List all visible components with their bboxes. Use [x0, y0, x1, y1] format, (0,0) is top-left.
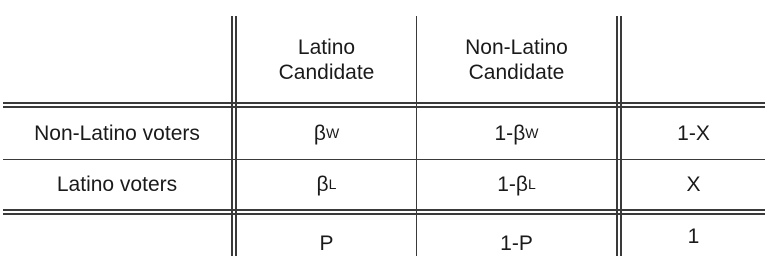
header-non-latino-line-2: Candidate: [468, 61, 565, 84]
prefix: 1-: [497, 172, 516, 196]
beta-symbol: β: [316, 172, 329, 196]
total-latino-candidate: P: [319, 231, 334, 255]
cell-latino-voters-non-latino-candidate: [417, 161, 616, 207]
divider-left-double-a: [231, 16, 233, 256]
header-non-latino-candidate: [417, 30, 616, 90]
total-non-latino-candidate: 1-P: [500, 231, 533, 255]
subscript: L: [328, 175, 337, 192]
cell-latino-voters-total: X: [686, 172, 701, 196]
beta-symbol: β: [513, 121, 526, 145]
subscript: W: [525, 124, 539, 141]
header-latino-line-1: Latino: [297, 36, 356, 59]
beta-symbol: β: [515, 172, 528, 196]
cell-non-latino-voters-total: 1-X: [677, 121, 710, 145]
header-non-latino-line-1: Non-Latino: [465, 36, 568, 59]
header-latino-candidate: [237, 30, 416, 90]
divider-header-double-a: [3, 102, 765, 104]
prefix: 1-: [494, 121, 514, 145]
totals-label: [3, 217, 231, 265]
cell-latino-voters-latino-candidate: [237, 161, 416, 207]
grand-total: 1: [687, 224, 700, 248]
header-latino-line-2: Candidate: [278, 61, 375, 84]
divider-header-double-b: [3, 106, 765, 108]
row-label-latino-voters: Latino voters: [56, 172, 178, 196]
divider-row: [3, 159, 765, 160]
cell-non-latino-voters-non-latino-candidate: [417, 110, 616, 156]
divider-right-double-a: [616, 16, 618, 256]
subscript: W: [325, 124, 340, 141]
subscript: L: [527, 175, 536, 192]
beta-symbol: β: [313, 121, 326, 145]
cell-non-latino-voters-latino-candidate: [237, 110, 416, 156]
divider-totals-double-a: [3, 209, 765, 211]
row-label-non-latino-voters: Non-Latino voters: [34, 121, 200, 145]
